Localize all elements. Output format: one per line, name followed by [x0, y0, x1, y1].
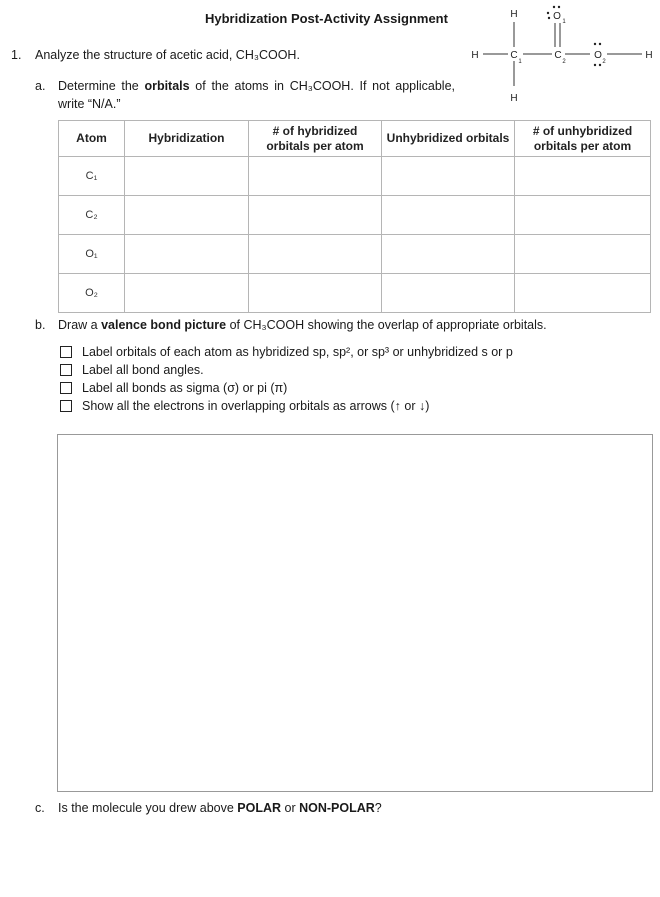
header-atom: Atom: [59, 121, 125, 157]
checkbox[interactable]: [60, 364, 72, 376]
part-a-label: a.: [35, 79, 46, 93]
orbital-table: [58, 120, 651, 313]
checklist: [60, 343, 513, 415]
part-a-text-start: Determine the: [58, 79, 145, 93]
hybridized-count-cell[interactable]: [249, 157, 382, 196]
part-b-label: b.: [35, 318, 46, 332]
checkbox[interactable]: [60, 382, 72, 394]
checklist-item: [60, 379, 513, 397]
checklist-item-label: Label orbitals of each atom as hybridized sp, sp², or sp³ or unhybridized s or p: [82, 345, 513, 359]
acetic-acid-structure: [465, 2, 660, 106]
checkbox[interactable]: [60, 400, 72, 412]
atom-h-top: H: [510, 9, 518, 20]
atom-o1: O: [553, 11, 561, 22]
unhybridized-count-cell[interactable]: [515, 274, 651, 313]
hybridized-count-cell[interactable]: [249, 274, 382, 313]
atom-c2: C: [554, 50, 562, 61]
polar-option: POLAR: [237, 801, 282, 815]
question-1c: [35, 801, 382, 815]
hybridized-count-cell[interactable]: [249, 235, 382, 274]
checklist-item-label: Label all bond angles.: [82, 363, 204, 377]
table-row: [59, 235, 651, 274]
hybridization-cell[interactable]: [125, 274, 249, 313]
atom-c1-subscript: 1: [518, 59, 522, 65]
hybridization-cell[interactable]: [125, 157, 249, 196]
drawing-area[interactable]: [57, 434, 653, 792]
question-1: [11, 48, 300, 62]
header-unhybridized: Unhybridized orbitals: [382, 121, 515, 157]
part-c-text-start: Is the molecule you drew above: [58, 801, 238, 815]
part-a-bold: orbitals: [144, 79, 190, 93]
part-b-text-end: of CH₃COOH showing the overlap of appropriate orbitals.: [226, 318, 547, 332]
atom-h-bottom: H: [510, 93, 518, 104]
table-row: [59, 157, 651, 196]
checklist-item-label: Show all the electrons in overlapping orbitals as arrows (↑ or ↓): [82, 399, 430, 413]
header-hybridized-count: # of hybridized orbitals per atom: [249, 121, 382, 157]
atom-o2: O: [594, 50, 602, 61]
part-c-or: or: [281, 801, 300, 815]
hybridization-cell[interactable]: [125, 196, 249, 235]
table-row: [59, 196, 651, 235]
unhybridized-count-cell[interactable]: [515, 157, 651, 196]
table-header-row: [59, 121, 651, 157]
question-1a: [35, 77, 455, 113]
checklist-item-label: Label all bonds as sigma (σ) or pi (π): [82, 381, 288, 395]
atom-cell: C₁: [59, 157, 125, 196]
part-b-text-start: Draw a: [58, 318, 102, 332]
atom-cell: O₂: [59, 274, 125, 313]
atom-o1-subscript: 1: [562, 19, 566, 25]
checklist-item: [60, 397, 513, 415]
hybridization-cell[interactable]: [125, 235, 249, 274]
part-a-text-end: of the atoms in CH₃COOH. If not applicable, write “N/A.”: [58, 79, 456, 111]
atom-cell: C₂: [59, 196, 125, 235]
part-c-label: c.: [35, 801, 45, 815]
question-1-text: Analyze the structure of acetic acid, CH₃COOH.: [35, 48, 300, 62]
unhybridized-cell[interactable]: [382, 235, 515, 274]
hybridized-count-cell[interactable]: [249, 196, 382, 235]
part-c-question-mark: ?: [374, 801, 382, 815]
header-unhybridized-count: # of unhybridized orbitals per atom: [515, 121, 651, 157]
unhybridized-cell[interactable]: [382, 157, 515, 196]
unhybridized-count-cell[interactable]: [515, 235, 651, 274]
unhybridized-count-cell[interactable]: [515, 196, 651, 235]
part-a-text: [58, 77, 455, 113]
checkbox[interactable]: [60, 346, 72, 358]
part-b-bold: valence bond picture: [101, 318, 227, 332]
unhybridized-cell[interactable]: [382, 274, 515, 313]
non-polar-option: NON-POLAR: [299, 801, 375, 815]
atom-c2-subscript: 2: [562, 59, 566, 65]
checklist-item: [60, 361, 513, 379]
atom-h-right: H: [645, 50, 653, 61]
atom-cell: O₁: [59, 235, 125, 274]
table-row: [59, 274, 651, 313]
atom-h-left: H: [471, 50, 479, 61]
atom-o2-subscript: 2: [602, 59, 606, 65]
header-hybridization: Hybridization: [125, 121, 249, 157]
page-title: Hybridization Post-Activity Assignment: [205, 11, 448, 26]
question-1-number: 1.: [11, 48, 22, 62]
checklist-item: [60, 343, 513, 361]
atom-c1: C: [510, 50, 518, 61]
unhybridized-cell[interactable]: [382, 196, 515, 235]
question-1b: [35, 318, 547, 332]
